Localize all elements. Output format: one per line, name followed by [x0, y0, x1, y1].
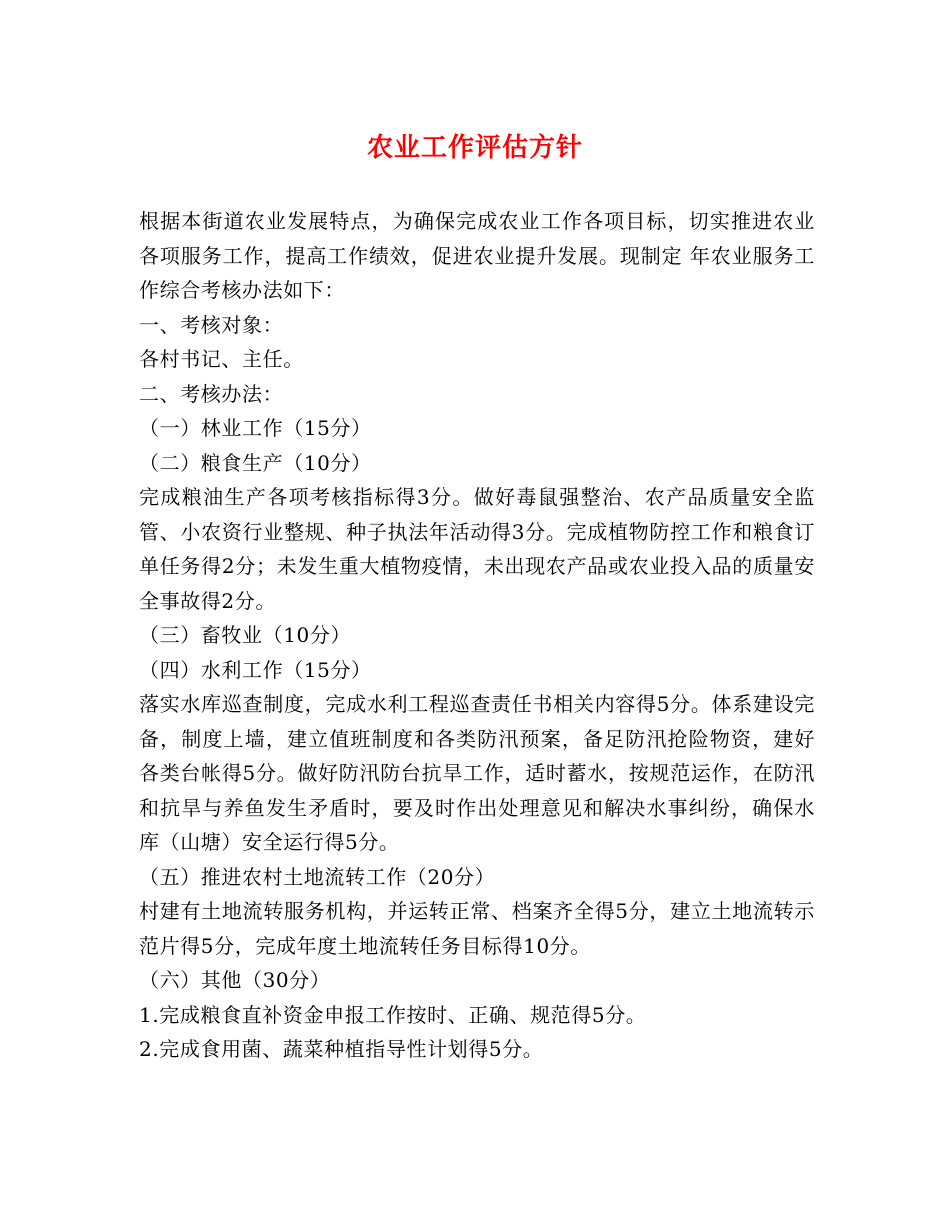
item-other: （六）其他（30分） — [139, 968, 331, 992]
item-water-conservancy: （四）水利工作（15分） — [139, 657, 372, 682]
section-heading-assessment-target: 一、考核对象： — [139, 312, 284, 337]
document-title: 农业工作评估方针 — [366, 133, 583, 163]
item-forestry: （一）林业工作（15分） — [139, 416, 372, 440]
other-item-1: 1.完成粮食直补资金申报工作按时、正确、规范得5分。 — [139, 1002, 647, 1027]
document-body — [139, 204, 815, 1067]
intro-paragraph: 根据本街道农业发展特点，为确保完成农业工作各项目标，切实推进农业各项服务工作，提高工作绩效，促进农业提升发展。现制定 年农业服务工作综合考核办法如下： — [139, 209, 815, 302]
assessment-target-text: 各村书记、主任。 — [139, 347, 304, 371]
land-transfer-details: 村建有土地流转服务机构，并运转正常、档案齐全得5分，建立土地流转示范片得5分，完成年度土地流转任务目标得10分。 — [139, 899, 815, 958]
water-conservancy-details: 落实水库巡查制度，完成水利工程巡查责任书相关内容得5分。体系建设完备，制度上墙，建立值班制度和各类防汛预案，备足防汛抢险物资，建好各类台帐得5分。做好防汛防台抗旱工作，适时蓄水，按规范运作，在防汛和抗旱与养鱼发生矛盾时，要及时作出处理意见和解决水事纠纷，确保水库（山塘）安全运行得5分。 — [139, 692, 815, 854]
section-heading-assessment-method: 二、考核办法： — [139, 381, 284, 406]
item-animal-husbandry: （三）畜牧业（10分） — [139, 623, 352, 647]
grain-production-details: 完成粮油生产各项考核指标得3分。做好毒鼠强整治、农产品质量安全监管、小农资行业整规、种子执法年活动得3分。完成植物防控工作和粮食订单任务得2分；未发生重大植物疫情，未出现农产品或农业投入品的质量安全事故得2分。 — [139, 485, 815, 613]
other-item-2: 2.完成食用菌、蔬菜种植指导性计划得5分。 — [139, 1037, 544, 1061]
item-land-transfer: （五）推进农村土地流转工作（20分） — [139, 864, 496, 889]
item-grain-production: （二）粮食生产（10分） — [139, 450, 372, 475]
